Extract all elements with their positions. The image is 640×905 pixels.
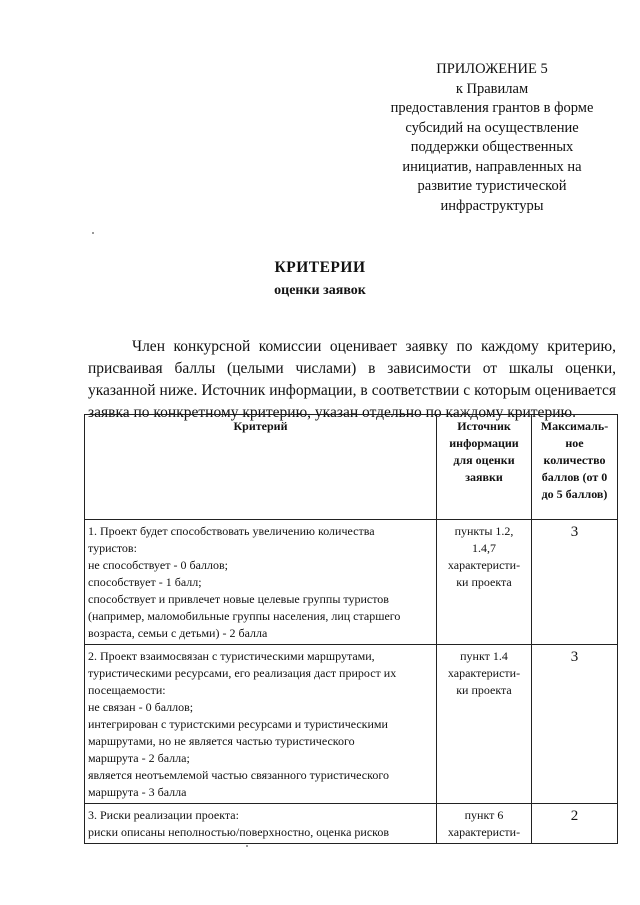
table-row — [85, 645, 618, 804]
source-cell: пункт 1.4 характеристи- ки проекта — [437, 645, 532, 804]
scan-speck — [246, 845, 248, 847]
appendix-line: поддержки общественных — [410, 139, 574, 155]
table-header-row — [85, 415, 618, 520]
document-subtitle: оценки заявок — [274, 283, 366, 298]
max-points-cell: 3 — [532, 645, 618, 804]
appendix-line: ПРИЛОЖЕНИЕ 5 — [436, 61, 548, 77]
appendix-line: предоставления грантов в форме — [390, 100, 594, 116]
table-row — [85, 520, 618, 645]
header-source: Источник информации для оценки заявки — [437, 415, 532, 520]
appendix-line: к Правилам — [455, 80, 529, 97]
max-points-cell: 3 — [532, 520, 618, 645]
appendix-header — [372, 60, 612, 216]
intro-paragraph: Член конкурсной комиссии оценивает заявку по каждому критерию, присваивая баллы (целыми числами) в зависимости от шкалы оценки, указанной ниже. Источник информации, в соответствии с которым оценивается заявка по конкретному критерию, указан отдельно по каждому критерию. — [88, 337, 616, 421]
max-points-cell: 2 — [532, 804, 618, 844]
header-criterion: Критерий — [85, 415, 437, 520]
criterion-cell: 3. Риски реализации проекта: риски описаны неполностью/поверхностно, оценка рисков — [85, 804, 437, 844]
criterion-cell: 2. Проект взаимосвязан с туристическими маршрутами, туристическими ресурсами, его реализация даст прирост их посещаемости: не связан - 0 баллов; интегрирован с туристскими ресурсами и туристическими маршрутами, но не является частью туристического маршрута - 2 балла; является неотъемлемой частью связанного туристического маршрута - 3 балла — [85, 645, 437, 804]
header-max-points: Максималь- ное количество баллов (от 0 до 5 баллов) — [532, 415, 618, 520]
criterion-cell: 1. Проект будет способствовать увеличению количества туристов: не способствует - 0 баллов; способствует - 1 балл; способствует и привлечет новые целевые группы туристов (например, маломобильные группы населения, лиц старшего возраста, семьи с детьми) - 2 балла — [85, 520, 437, 645]
appendix-line: субсидий на осуществление — [405, 119, 579, 136]
criteria-table — [84, 414, 618, 844]
document-title: КРИТЕРИИ — [274, 259, 366, 276]
appendix-line: инициатив, направленных на — [402, 158, 582, 175]
source-cell: пункт 6 характеристи- — [437, 804, 532, 844]
table-row — [85, 804, 618, 844]
appendix-line: инфраструктуры — [440, 197, 544, 214]
scan-speck — [92, 232, 94, 234]
source-cell: пункты 1.2, 1.4,7 характеристи- ки проекта — [437, 520, 532, 645]
appendix-line: развитие туристической — [417, 178, 567, 194]
